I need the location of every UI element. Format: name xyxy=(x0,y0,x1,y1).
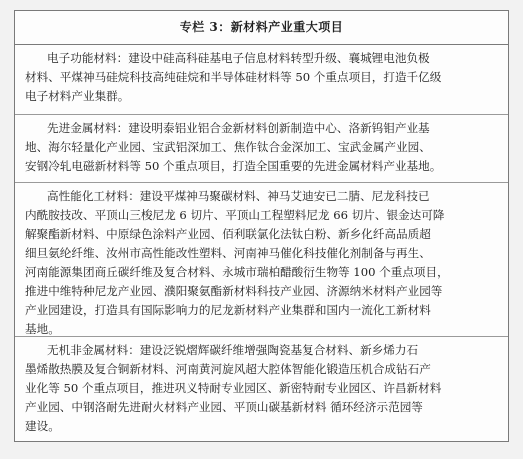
section-text-line: 地、海尔轻量化产业园、宝武铝深加工、焦作钛合金深加工、宝武金属产业园、 xyxy=(25,140,431,154)
section-nonmetal-materials xyxy=(15,337,508,442)
section-text-line: 材料、平煤神马硅烷科技高纯硅烷和半导体硅材料等 50 个重点项目，打造千亿级 xyxy=(25,70,442,84)
section-text-line: 建设。 xyxy=(25,419,60,433)
column-title: 专栏 3：新材料产业重大项目 xyxy=(15,11,508,45)
section-text-line: 产业园、中钢洛耐先进耐火材料产业园、平顶山碳基新材料 循环经济示范园等 xyxy=(25,400,423,414)
section-text-line: 基地。 xyxy=(25,322,60,336)
section-text-line: 河南能源集团商丘碳纤维及复合材料、永城市瑞柏醋酸衍生物等 100 个重点项目， xyxy=(25,265,449,279)
project-column-box xyxy=(14,10,509,442)
section-text-line: 先进金属材料：建设明泰铝业铝合金新材料创新制造中心、洛新钨钼产业基 xyxy=(47,121,430,135)
section-text-line: 业化等 50 个重点项目，推进巩义特耐专业园区、新密特耐专业园区、许昌新材料 xyxy=(25,381,442,395)
section-text-line: 产业园建设，打造具有国际影响力的尼龙新材料产业集群和国内一流化工新材料 xyxy=(25,303,431,317)
section-text-line: 无机非金属材料：建设泛锐熠辉碳纤维增强陶瓷基复合材料、新乡烯力石 xyxy=(47,343,419,357)
section-electronic-materials xyxy=(15,45,508,115)
section-text-line: 推进中维特种尼龙产业园、濮阳聚氨酯新材料科技产业园、济源纳米材料产业园等 xyxy=(25,284,443,298)
section-text-line: 安钢冷轧电磁新材料等 50 个重点项目，打造全国重要的先进金属材料产业基地。 xyxy=(25,159,442,173)
section-text-line: 细旦氨纶纤维、汝州市高性能改性塑料、河南神马催化科技催化剂制备与再生、 xyxy=(25,246,431,260)
section-text-line: 高性能化工材料：建设平煤神马聚碳材料、神马艾迪安已二腈、尼龙科技已 xyxy=(47,189,430,203)
section-text-line: 内酰胺技改、平顶山三梭尼龙 6 切片、平顶山工程塑料尼龙 66 切片、银金达可降 xyxy=(25,208,445,222)
section-text-line: 电子功能材料：建设中硅高科硅基电子信息材料转型升级、襄城锂电池负极 xyxy=(47,51,430,65)
section-text-line: 解聚酯新材料、中原绿色涂料产业园、佰利联氯化法钛白粉、新乡化纤高品质超 xyxy=(25,227,431,241)
section-text-line: 电子材料产业集群。 xyxy=(25,89,130,103)
section-text-line: 墨烯散热膜及复合铜新材料、河南黄河旋风超大腔体智能化锻造压机合成钻石产 xyxy=(25,362,431,376)
section-chemical-materials xyxy=(15,183,508,337)
section-metal-materials xyxy=(15,115,508,183)
